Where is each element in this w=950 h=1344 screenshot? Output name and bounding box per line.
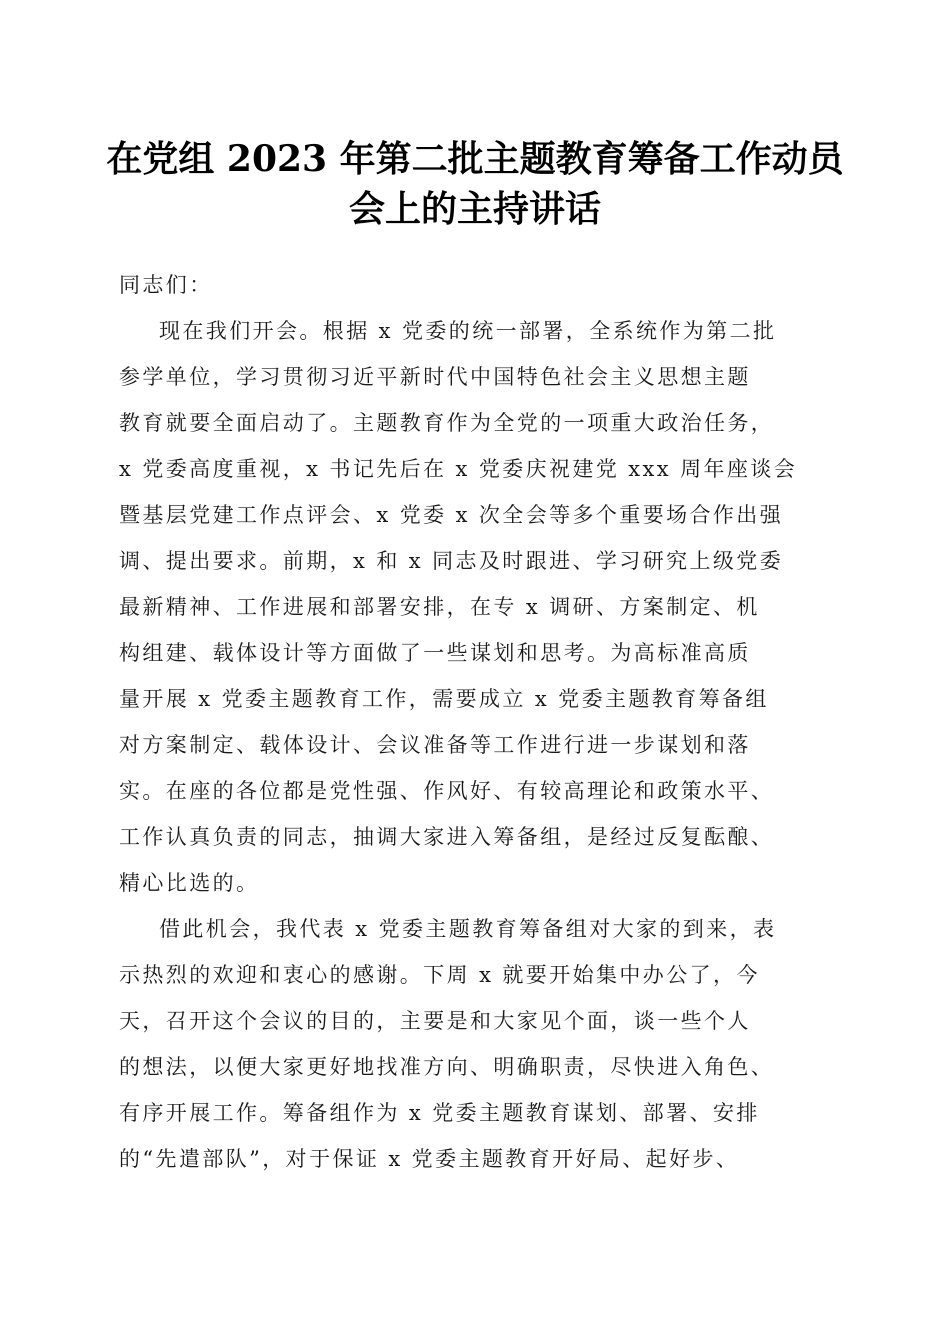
paragraph-line: 天，召开这个会议的目的，主要是和大家见个面，谈一些个人 — [119, 1009, 751, 1033]
paragraph-line: 教育就要全面启动了。主题教育作为全党的一项重大政治任务， — [119, 411, 775, 435]
paragraph-1 — [119, 308, 839, 906]
document-body — [119, 262, 839, 1182]
paragraph-line: 构组建、载体设计等方面做了一些谋划和思考。为高标准高质 — [119, 641, 751, 665]
paragraph-line: 工作认真负责的同志，抽调大家进入筹备组，是经过反复酝酿、 — [119, 825, 775, 849]
title-line-2: 会上的主持讲话 — [348, 188, 601, 230]
title-line-1: 在党组 2023 年第二批主题教育筹备工作动员 — [106, 138, 844, 180]
salutation: 同志们： — [119, 273, 213, 297]
paragraph-line: 现在我们开会。根据 x 党委的统一部署，全系统作为第二批 — [159, 319, 777, 343]
document-title — [80, 134, 870, 234]
paragraph-line: 对方案制定、载体设计、会议准备等工作进行进一步谋划和落 — [119, 733, 751, 757]
paragraph-line: 精心比选的。 — [119, 871, 260, 895]
paragraph-line: 的“先遣部队”，对于保证 x 党委主题教育开好局、起好步、 — [119, 1147, 740, 1171]
paragraph-line: 调、提出要求。前期，x 和 x 同志及时跟进、学习研究上级党委 — [119, 549, 784, 573]
paragraph-line: 示热烈的欢迎和衷心的感谢。下周 x 就要开始集中办公了，今 — [119, 963, 760, 987]
paragraph-line: 参学单位，学习贯彻习近平新时代中国特色社会主义思想主题 — [119, 365, 751, 389]
paragraph-line: 实。在座的各位都是党性强、作风好、有较高理论和政策水平、 — [119, 779, 775, 803]
paragraph-2 — [119, 906, 839, 1182]
paragraph-line: x 党委高度重视，x 书记先后在 x 党委庆祝建党 xxx 周年座谈会 — [119, 457, 798, 481]
paragraph-line: 有序开展工作。筹备组作为 x 党委主题教育谋划、部署、安排 — [119, 1101, 760, 1125]
paragraph-line: 最新精神、工作进展和部署安排，在专 x 调研、方案制定、机 — [119, 595, 760, 619]
paragraph-line: 暨基层党建工作点评会、x 党委 x 次全会等多个重要场合作出强 — [119, 503, 784, 527]
paragraph-line: 的想法，以便大家更好地找准方向、明确职责，尽快进入角色、 — [119, 1055, 775, 1079]
paragraph-line: 借此机会，我代表 x 党委主题教育筹备组对大家的到来，表 — [159, 917, 777, 941]
paragraph-line: 量开展 x 党委主题教育工作，需要成立 x 党委主题教育筹备组 — [119, 687, 769, 711]
